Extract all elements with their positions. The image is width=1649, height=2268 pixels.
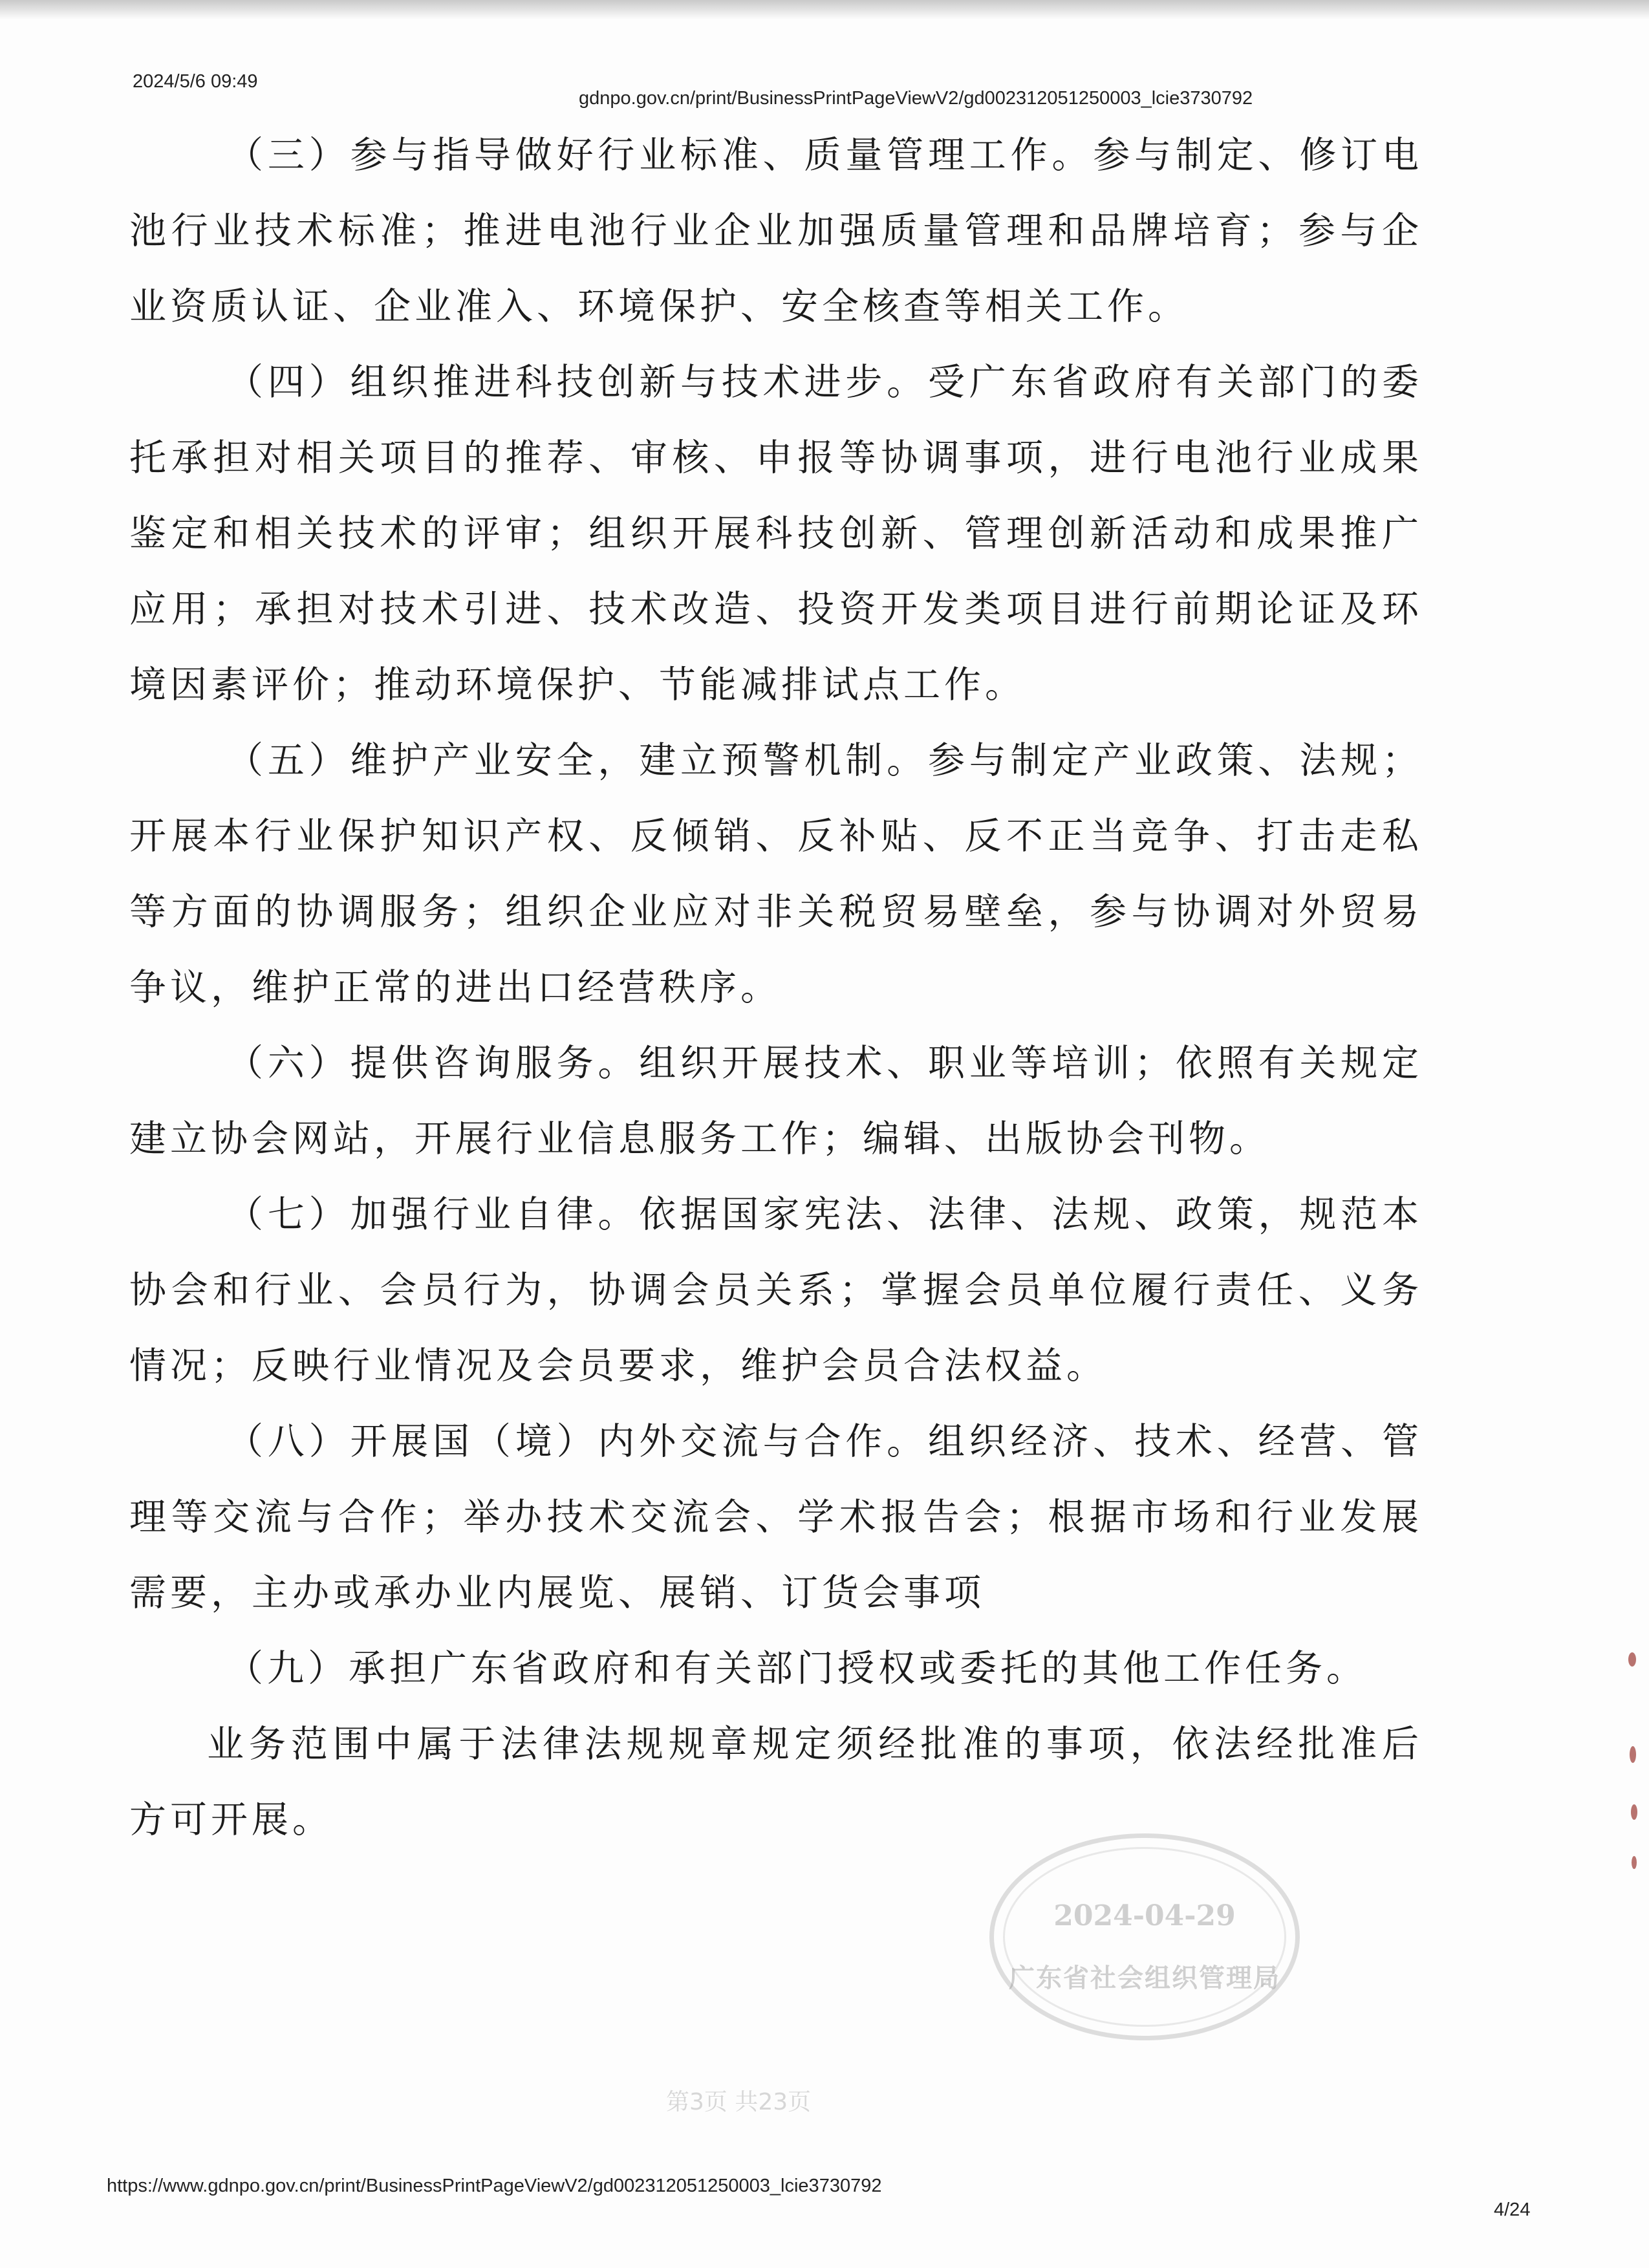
scan-top-edge (0, 0, 1649, 19)
print-datetime: 2024/5/6 09:49 (133, 71, 258, 92)
paragraph-5: （五）维护产业安全，建立预警机制。参与制定产业政策、法规；开展本行业保护知识产权、反倾销、反补贴、反不正当竞争、打击走私等方面的协调服务；组织企业应对非关税贸易壁垒，参与协调对外贸易争议，维护正常的进出口经营秩序。 (129, 739, 1423, 1009)
closing-paragraph: 业务范围中属于法律法规规章规定须经批准的事项，依法经批准后方可开展。 (129, 1723, 1423, 1841)
print-page-number: 4/24 (1494, 2199, 1531, 2220)
scan-speck (1630, 1746, 1636, 1763)
seal-date: 2024-04-29 (1053, 1899, 1236, 1932)
print-header-url: gdnpo.gov.cn/print/BusinessPrintPageViewV2/gd002312051250003_lcie3730792 (579, 88, 1253, 109)
seal-inner-ring (1003, 1847, 1286, 2027)
scan-speck (1632, 1856, 1637, 1869)
paragraph-3: （三）参与指导做好行业标准、质量管理工作。参与制定、修订电池行业技术标准；推进电池行业企业加强质量管理和品牌培育；参与企业资质认证、企业准入、环境保护、安全核查等相关工作。 (129, 134, 1423, 328)
scan-speck (1631, 1804, 1637, 1820)
seal-organization: 广东省社会组织管理局 (1009, 1963, 1280, 1993)
paragraph-7: （七）加强行业自律。依据国家宪法、法律、法规、政策，规范本协会和行业、会员行为，协调会员关系；掌握会员单位履行责任、义务情况；反映行业情况及会员要求，维护会员合法权益。 (129, 1193, 1423, 1387)
official-seal (989, 1833, 1300, 2040)
paragraph-4: （四）组织推进科技创新与技术进步。受广东省政府有关部门的委托承担对相关项目的推荐、审核、申报等协调事项，进行电池行业成果鉴定和相关技术的评审；组织开展科技创新、管理创新活动和成果推广应用；承担对技术引进、技术改造、投资开发类项目进行前期论证及环境因素评价；推动环境保护、节能减排试点工作。 (129, 361, 1423, 706)
document-body (129, 118, 1423, 1858)
paragraph-6: （六）提供咨询服务。组织开展技术、职业等培训；依照有关规定建立协会网站，开展行业信息服务工作；编辑、出版协会刊物。 (129, 1042, 1423, 1160)
paragraph-8: （八）开展国（境）内外交流与合作。组织经济、技术、经营、管理等交流与合作；举办技术交流会、学术报告会；根据市场和行业发展需要，主办或承办业内展览、展销、订货会事项 (129, 1420, 1423, 1614)
page-count-watermark: 第3页 共23页 (666, 2089, 812, 2115)
print-footer-url: https://www.gdnpo.gov.cn/print/BusinessPrintPageViewV2/gd002312051250003_lcie3730792 (107, 2176, 882, 2196)
scan-speck (1628, 1652, 1636, 1667)
paragraph-9: （九）承担广东省政府和有关部门授权或委托的其他工作任务。 (226, 1647, 1367, 1690)
